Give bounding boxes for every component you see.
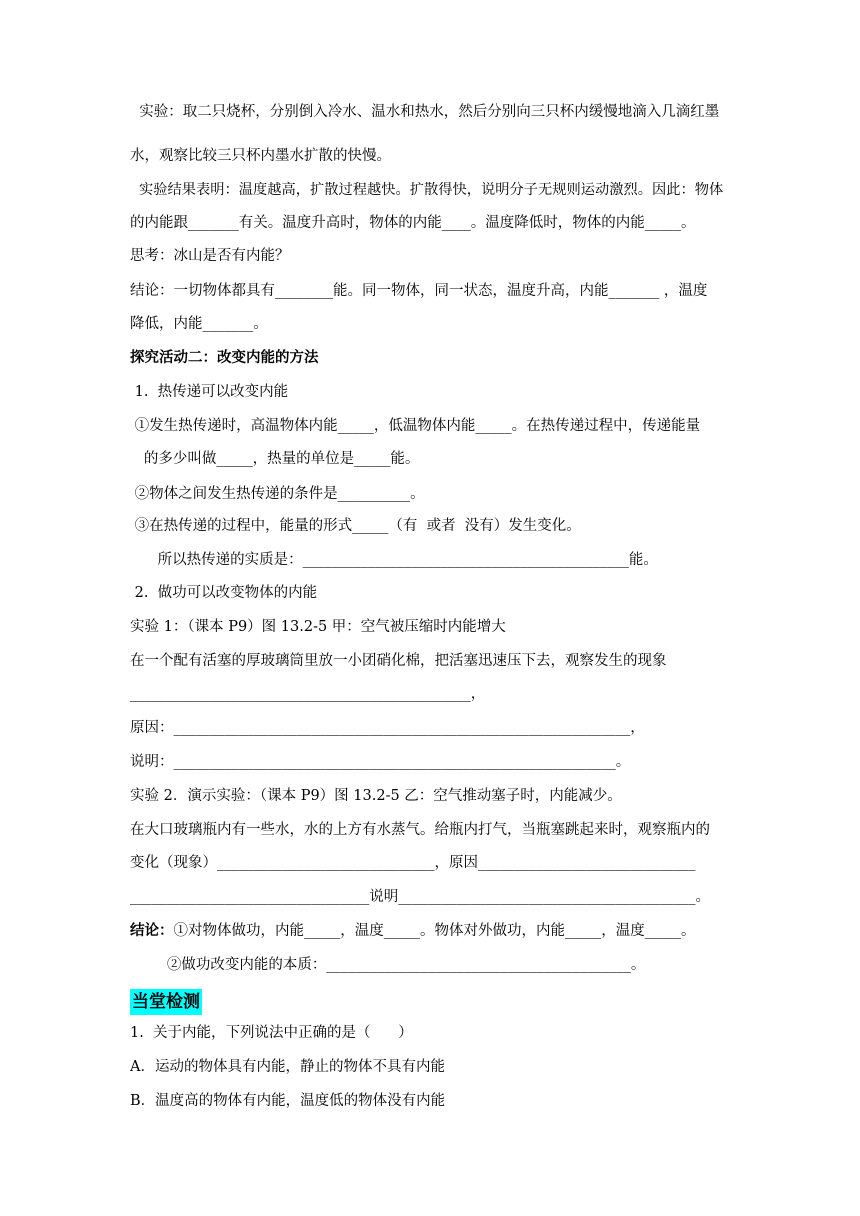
- question-1-option-b: B．温度高的物体有内能，温度低的物体没有内能: [130, 1093, 446, 1109]
- experiment-description-line-1: 实验：取二只烧杯，分别倒入冷水、温水和热水，然后分别向三只杯内缓慢地滴入几滴红墨: [130, 104, 720, 120]
- conclusion-label: 结论：: [130, 922, 174, 939]
- experiment-1-phenomenon-blank: _______________________________________________，: [130, 686, 486, 702]
- experiment-result-line-1: 实验结果表明：温度越高，扩散过程越快。扩散得快，说明分子无规则运动激烈。因此：物体: [130, 182, 724, 198]
- conclusion-line-1: 结论：一切物体都具有________能。同一物体，同一状态，温度升高，内能_______ ，温度: [130, 283, 708, 299]
- item-heat-transfer-heading: 1. 热传递可以改变内能: [130, 384, 289, 400]
- work-conclusion-line-2: ②做功改变内能的本质：__________________________________________。: [130, 957, 646, 973]
- experiment-2-explanation: _________________________________说明_________________________________________。: [130, 889, 710, 905]
- experiment-description-line-2: 水，观察比较三只杯内墨水扩散的快慢。: [130, 148, 391, 164]
- heat-transfer-point-3: ③在热传递的过程中，能量的形式_____（有 或者 没有）发生变化。: [130, 518, 581, 534]
- experiment-1-description: 在一个配有活塞的厚玻璃筒里放一小团硝化棉，把活塞迅速压下去，观察发生的现象: [130, 653, 667, 669]
- item-work-heading: 2. 做功可以改变物体的内能: [130, 585, 318, 601]
- activity-two-heading: 探究活动二：改变内能的方法: [130, 349, 319, 366]
- classroom-test-heading: 当堂检测: [130, 989, 202, 1015]
- work-conclusion-line-1: [130, 921, 696, 941]
- experiment-1-reason: 原因：_______________________________________________________________，: [130, 720, 645, 736]
- heat-transfer-point-1-line-2: 的多少叫做_____，热量的单位是_____能。: [130, 451, 420, 467]
- experiment-2-title: 实验 2．演示实验：（课本 P9）图 13.2-5 乙：空气推动塞子时，内能减少。: [130, 788, 622, 804]
- heat-transfer-essence: 所以热传递的实质是：_____________________________________________能。: [130, 552, 658, 568]
- question-1-option-a: A．运动的物体具有内能，静止的物体不具有内能: [130, 1059, 445, 1075]
- conclusion-text: ①对物体做功，内能_____，温度_____。物体对外做功，内能_____，温度_____。: [173, 923, 696, 939]
- heat-transfer-point-2: ②物体之间发生热传递的条件是__________。: [130, 486, 425, 502]
- experiment-1-title: 实验 1：（课本 P9）图 13.2-5 甲：空气被压缩时内能增大: [130, 619, 506, 635]
- experiment-2-phenomenon-reason: 变化（现象）______________________________，原因______________________________: [130, 855, 696, 871]
- question-1: 1. 关于内能，下列说法中正确的是（ ）: [130, 1025, 413, 1041]
- heat-transfer-point-1-line-1: ①发生热传递时，高温物体内能_____，低温物体内能_____。在热传递过程中，传递能量: [130, 418, 701, 434]
- thinking-question: 思考：冰山是否有内能？: [130, 248, 290, 264]
- experiment-1-explanation: 说明：_____________________________________________________________。: [130, 754, 631, 770]
- conclusion-line-2: 降低，内能_______。: [130, 316, 268, 332]
- experiment-2-description: 在大口玻璃瓶内有一些水，水的上方有水蒸气。给瓶内打气，当瓶塞跳起来时，观察瓶内的: [130, 822, 710, 838]
- experiment-result-line-2: 的内能跟_______有关。温度升高时，物体的内能____。温度降低时，物体的内能_____。: [130, 215, 696, 231]
